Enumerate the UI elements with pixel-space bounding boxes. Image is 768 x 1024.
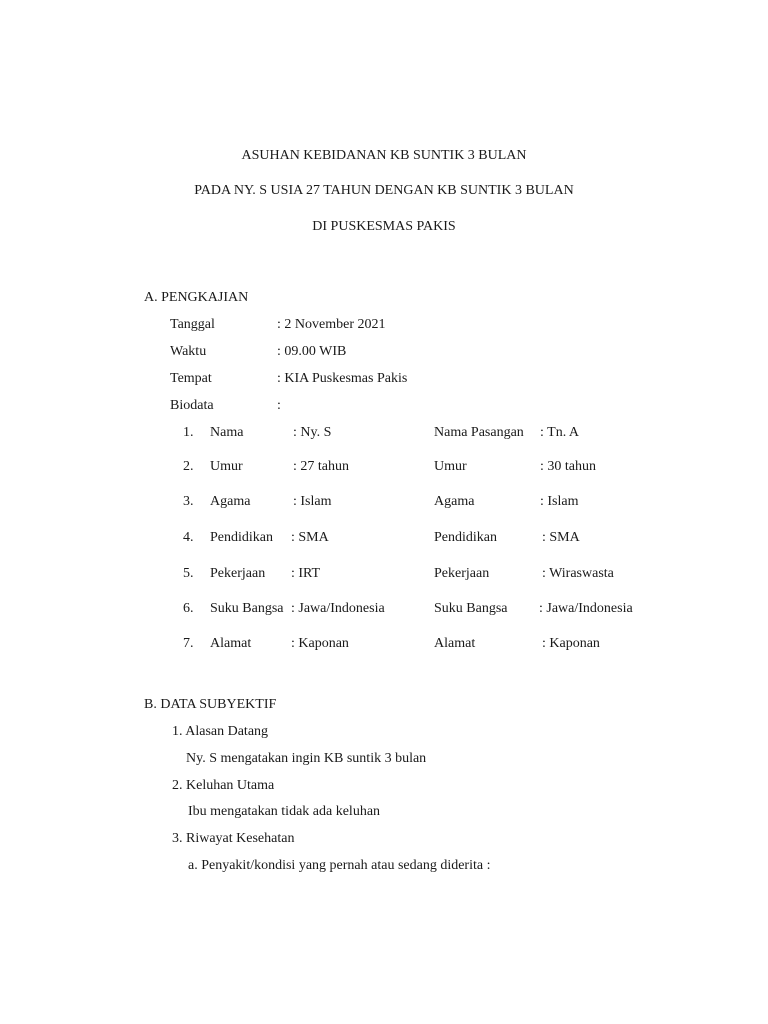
biodata-value: : Islam (293, 494, 332, 509)
biodata-value: : Kaponan (291, 636, 349, 651)
document-title-line-1: ASUHAN KEBIDANAN KB SUNTIK 3 BULAN (241, 148, 527, 163)
biodata-spouse-label: Pekerjaan (434, 566, 490, 581)
field-label-tanggal: Tanggal (170, 317, 215, 332)
biodata-number: 3. (183, 494, 194, 509)
section-a-heading: A. PENGKAJIAN (144, 290, 249, 305)
biodata-spouse-value: : 30 tahun (540, 459, 596, 474)
field-value-waktu: : 09.00 WIB (277, 344, 347, 359)
biodata-label: Suku Bangsa (210, 601, 284, 616)
section-b-heading: B. DATA SUBYEKTIF (144, 697, 277, 712)
subjective-item-title: 3. Riwayat Kesehatan (172, 831, 295, 846)
biodata-spouse-value: : Jawa/Indonesia (539, 601, 633, 616)
document-title-line-3: DI PUSKESMAS PAKIS (312, 219, 456, 234)
biodata-number: 6. (183, 601, 194, 616)
biodata-label: Alamat (210, 636, 252, 651)
biodata-spouse-value: : Tn. A (540, 425, 580, 440)
field-label-biodata: Biodata (170, 398, 214, 413)
subjective-item-body: Ibu mengatakan tidak ada keluhan (188, 804, 381, 819)
biodata-spouse-label: Agama (434, 494, 475, 509)
biodata-spouse-label: Alamat (434, 636, 476, 651)
document-title-line-2: PADA NY. S USIA 27 TAHUN DENGAN KB SUNTIK 3 BULAN (194, 183, 574, 198)
biodata-spouse-label: Nama Pasangan (434, 425, 524, 440)
subjective-item-body: a. Penyakit/kondisi yang pernah atau sedang diderita : (188, 858, 491, 873)
biodata-number: 4. (183, 530, 194, 545)
biodata-value: : SMA (291, 530, 329, 545)
biodata-spouse-value: : Wiraswasta (542, 566, 614, 581)
biodata-number: 1. (183, 425, 194, 440)
biodata-number: 7. (183, 636, 194, 651)
biodata-spouse-value: : SMA (542, 530, 580, 545)
biodata-spouse-value: : Kaponan (542, 636, 600, 651)
biodata-value: : Ny. S (293, 425, 332, 440)
field-label-waktu: Waktu (170, 344, 207, 359)
biodata-spouse-label: Umur (434, 459, 467, 474)
biodata-spouse-label: Suku Bangsa (434, 601, 508, 616)
biodata-label: Agama (210, 494, 251, 509)
biodata-spouse-value: : Islam (540, 494, 579, 509)
biodata-label: Nama (210, 425, 244, 440)
field-value-tempat: : KIA Puskesmas Pakis (277, 371, 408, 386)
biodata-value: : 27 tahun (293, 459, 349, 474)
subjective-item-title: 1. Alasan Datang (172, 724, 269, 739)
biodata-number: 2. (183, 459, 194, 474)
field-label-tempat: Tempat (170, 371, 212, 386)
biodata-spouse-label: Pendidikan (434, 530, 497, 545)
field-value-tanggal: : 2 November 2021 (277, 317, 386, 332)
field-value-biodata: : (277, 398, 281, 413)
biodata-label: Pekerjaan (210, 566, 266, 581)
biodata-value: : Jawa/Indonesia (291, 601, 385, 616)
biodata-label: Umur (210, 459, 243, 474)
subjective-item-title: 2. Keluhan Utama (172, 778, 275, 793)
biodata-label: Pendidikan (210, 530, 273, 545)
biodata-number: 5. (183, 566, 194, 581)
subjective-item-body: Ny. S mengatakan ingin KB suntik 3 bulan (186, 751, 427, 766)
biodata-value: : IRT (291, 566, 321, 581)
